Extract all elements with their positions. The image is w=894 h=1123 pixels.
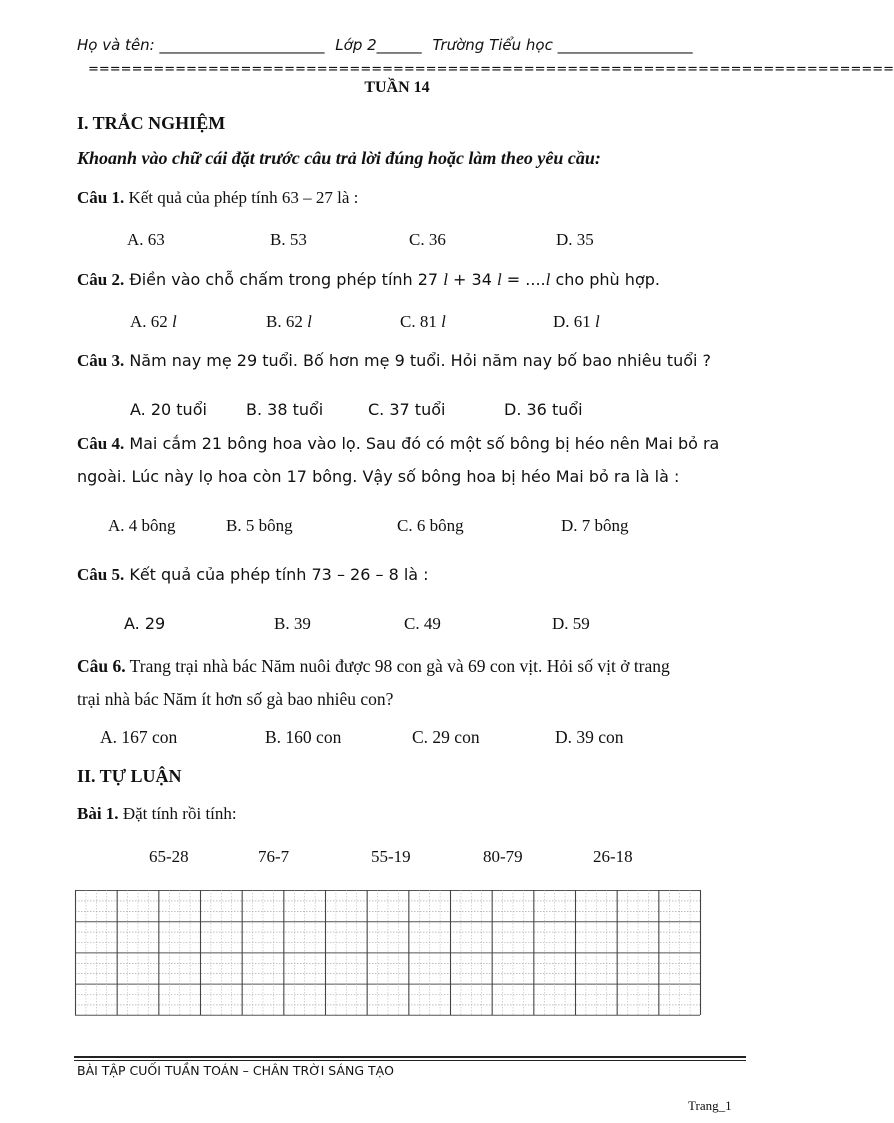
question-5-label: Câu 5. [77,565,125,584]
section2-title: II. TỰ LUẬN [77,766,182,786]
question-2-unit-1: l [443,270,448,289]
question-4-text: Mai cắm 21 bông hoa vào lọ. Sau đó có một số bông bị héo nên Mai bỏ ra [124,434,720,453]
q5-option-b[interactable]: B. 39 [274,614,311,633]
question-2-text-before: Điền vào chỗ chấm trong phép tính 27 [124,270,444,289]
expression-1: 65-28 [149,847,189,866]
q3-option-a[interactable]: A. 20 tuổi [130,400,207,419]
q2-option-a[interactable]: A. 62 l [130,312,177,331]
q4-option-d[interactable]: D. 7 bông [561,516,629,535]
header-separator: ========================================================================== [88,62,894,77]
question-5-text: Kết quả của phép tính 73 – 26 – 8 là : [124,565,429,584]
q1-option-a[interactable]: A. 63 [127,230,165,249]
question-6-text: Trang trại nhà bác Năm nuôi được 98 con gà và 69 con vịt. Hỏi số vịt ở trang [125,656,670,676]
q4-option-a[interactable]: A. 4 bông [108,516,176,535]
q6-option-a[interactable]: A. 167 con [100,727,178,747]
question-4-text-line2: ngoài. Lúc này lọ hoa còn 17 bông. Vậy số bông hoa bị héo Mai bỏ ra là là : [77,467,680,486]
question-2 [77,270,660,290]
expression-3: 55-19 [371,847,411,866]
question-2-label: Câu 2. [77,270,125,289]
section1-instruction: Khoanh vào chữ cái đặt trước câu trả lời đúng hoặc làm theo yêu cầu: [77,148,601,168]
q1-option-b[interactable]: B. 53 [270,230,307,249]
q2-option-d[interactable]: D. 61 l [553,312,600,331]
q6-option-b[interactable]: B. 160 con [265,727,342,747]
question-4 [77,434,719,454]
question-2-text-mid2: = .... [501,270,546,289]
question-6-label: Câu 6. [77,656,126,676]
question-5 [77,565,429,585]
q4-option-c[interactable]: C. 6 bông [397,516,464,535]
student-info-line [77,36,693,54]
q5-option-d[interactable]: D. 59 [552,614,590,633]
question-3-label: Câu 3. [77,351,125,370]
question-1 [77,188,358,208]
q6-option-c[interactable]: C. 29 con [412,727,480,747]
q2-option-c[interactable]: C. 81 l [400,312,446,331]
week-title: TUẦN 14 [364,79,430,96]
bai1 [77,804,237,824]
question-4-label: Câu 4. [77,434,125,453]
q3-option-b[interactable]: B. 38 tuổi [246,400,324,419]
q6-option-d[interactable]: D. 39 con [555,727,624,747]
footer-rule-thin [74,1060,746,1061]
name-field-label[interactable]: Họ và tên: ______________________ [77,36,325,54]
q1-option-d[interactable]: D. 35 [556,230,594,249]
question-1-label: Câu 1. [77,188,125,207]
section1-title: I. TRẮC NGHIỆM [77,113,226,133]
expression-5: 26-18 [593,847,633,866]
question-3 [77,351,711,371]
q1-option-c[interactable]: C. 36 [409,230,446,249]
working-grid[interactable] [75,890,700,1015]
footer-rule-thick [74,1056,746,1058]
question-3-text: Năm nay mẹ 29 tuổi. Bố hơn mẹ 9 tuổi. Hỏi năm nay bố bao nhiêu tuổi ? [124,351,712,370]
q3-option-c[interactable]: C. 37 tuổi [368,400,446,419]
bai1-text: Đặt tính rồi tính: [118,804,237,823]
question-2-unit-3: l [545,270,551,289]
q3-option-d[interactable]: D. 36 tuổi [504,400,583,419]
footer-text: BÀI TẬP CUỐI TUẦN TOÁN – CHÂN TRỜI SÁNG TẠO [77,1063,395,1078]
expression-4: 80-79 [483,847,523,866]
question-2-text-after: cho phù hợp. [550,270,660,289]
question-2-unit-2: l [496,270,502,289]
school-field-label[interactable]: Trường Tiểu học __________________ [432,36,693,54]
bai1-label: Bài 1. [77,804,119,823]
page-number: Trang_1 [688,1098,732,1113]
question-6 [77,656,670,677]
q2-option-b[interactable]: B. 62 l [266,312,312,331]
q5-option-c[interactable]: C. 49 [404,614,441,633]
class-field-label[interactable]: Lớp 2______ [335,36,422,54]
question-1-text: Kết quả của phép tính 63 – 27 là : [124,188,359,207]
question-2-text-mid1: + 34 [447,270,497,289]
q5-option-a[interactable]: A. 29 [124,614,166,633]
expression-2: 76-7 [258,847,290,866]
q4-option-b[interactable]: B. 5 bông [226,516,293,535]
question-6-text-line2: trại nhà bác Năm ít hơn số gà bao nhiêu con? [77,689,394,709]
